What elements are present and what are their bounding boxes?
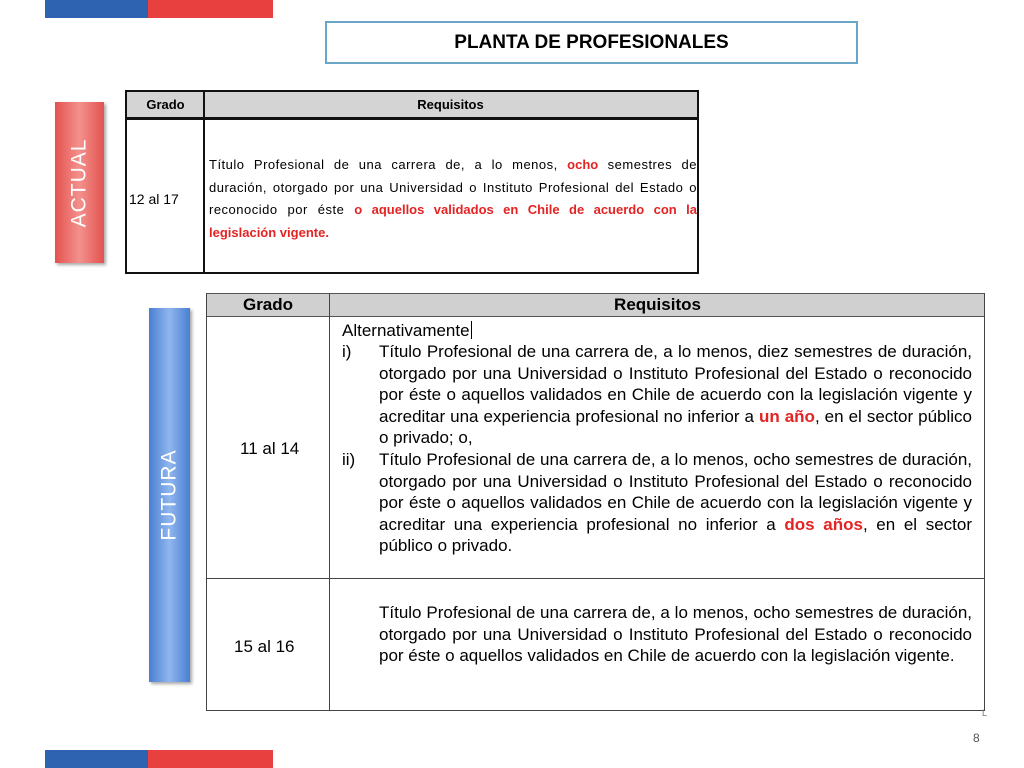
item-highlight: dos años [784, 514, 863, 534]
item-text: Título Profesional de una carrera de, a lo menos, ocho semestres de duración, otorgado por una Universidad o Instituto Profesional del Estado o reconocido por éste o aquellos validados en Chile de acuerdo con la legislación vigente y acreditar una experiencia profesional no inferior a [379, 450, 972, 534]
futura-label-text: FUTURA [157, 449, 181, 541]
futura-row-divider [206, 578, 985, 579]
stripe-red [148, 750, 273, 768]
item-tail: , en el sector público o privado. [379, 514, 972, 556]
actual-label [55, 102, 104, 263]
item-highlight: un año [758, 406, 815, 426]
futura-bottom-border [206, 710, 985, 711]
stripe-blue [45, 750, 148, 768]
actual-grado-cell: 12 al 17 [129, 191, 179, 207]
futura-left-border [206, 293, 207, 711]
futura-header-requisitos: Requisitos [614, 295, 701, 314]
item-body [379, 341, 972, 449]
item-body [379, 449, 972, 557]
top-brand-stripe [45, 0, 273, 18]
bottom-brand-stripe [45, 750, 273, 768]
actual-column-divider [203, 92, 205, 272]
req-highlight-validados: o aquellos validados en Chile de acuerdo con la legislación vigente. [209, 202, 697, 240]
futura-header-grado: Grado [242, 295, 294, 314]
actual-table [125, 90, 699, 274]
futura-item-row2 [342, 602, 972, 692]
alternativamente-text [342, 320, 472, 342]
futura-label [149, 308, 190, 682]
futura-grado-cell-1: 11 al 14 [240, 439, 300, 458]
futura-right-border [984, 293, 985, 711]
futura-item-i [342, 341, 972, 449]
stripe-red [148, 0, 273, 18]
page-number: 8 [973, 731, 980, 745]
item-number: i) [342, 342, 352, 361]
futura-grado-cell-2: 15 al 16 [234, 637, 295, 656]
futura-item-ii [342, 449, 972, 557]
item-tail: , en el sector público o privado; o, [379, 406, 972, 448]
req-highlight-ocho: ocho [567, 157, 599, 172]
corner-mark: L [982, 708, 988, 718]
text-cursor [471, 321, 472, 339]
req-text-2: semestres de duración, otorgado por una Universidad o Instituto Profesional del Estado o reconocido por éste [209, 157, 697, 217]
actual-table-header [127, 92, 697, 120]
stripe-blue [45, 0, 148, 18]
futura-table [206, 293, 985, 711]
actual-requisitos-cell [209, 154, 697, 244]
actual-header-grado: Grado [146, 97, 185, 112]
actual-header-requisitos: Requisitos [417, 97, 484, 112]
page-title: PLANTA DE PROFESIONALES [325, 21, 858, 64]
futura-column-divider [329, 293, 330, 711]
req-text-1: Título Profesional de una carrera de, a lo menos, [209, 157, 568, 172]
item-text: Título Profesional de una carrera de, a lo menos, diez semestres de duración, otorgado por una Universidad o Instituto Profesional del Estado o reconocido por éste o aquellos validados en Chile de acuerdo con la legislación vigente y acreditar una experiencia profesional no inferior a [379, 342, 972, 426]
actual-label-text: ACTUAL [67, 138, 91, 227]
futura-table-header [206, 293, 985, 317]
item-number: ii) [342, 450, 356, 469]
item-body: Título Profesional de una carrera de, a lo menos, ocho semestres de duración, otorgado por una Universidad o Instituto Profesional del Estado o reconocido por éste o aquellos validados en Chile de acuerdo con la legislación vigente. [379, 603, 972, 666]
alternativamente-label: Alternativamente [342, 321, 470, 340]
